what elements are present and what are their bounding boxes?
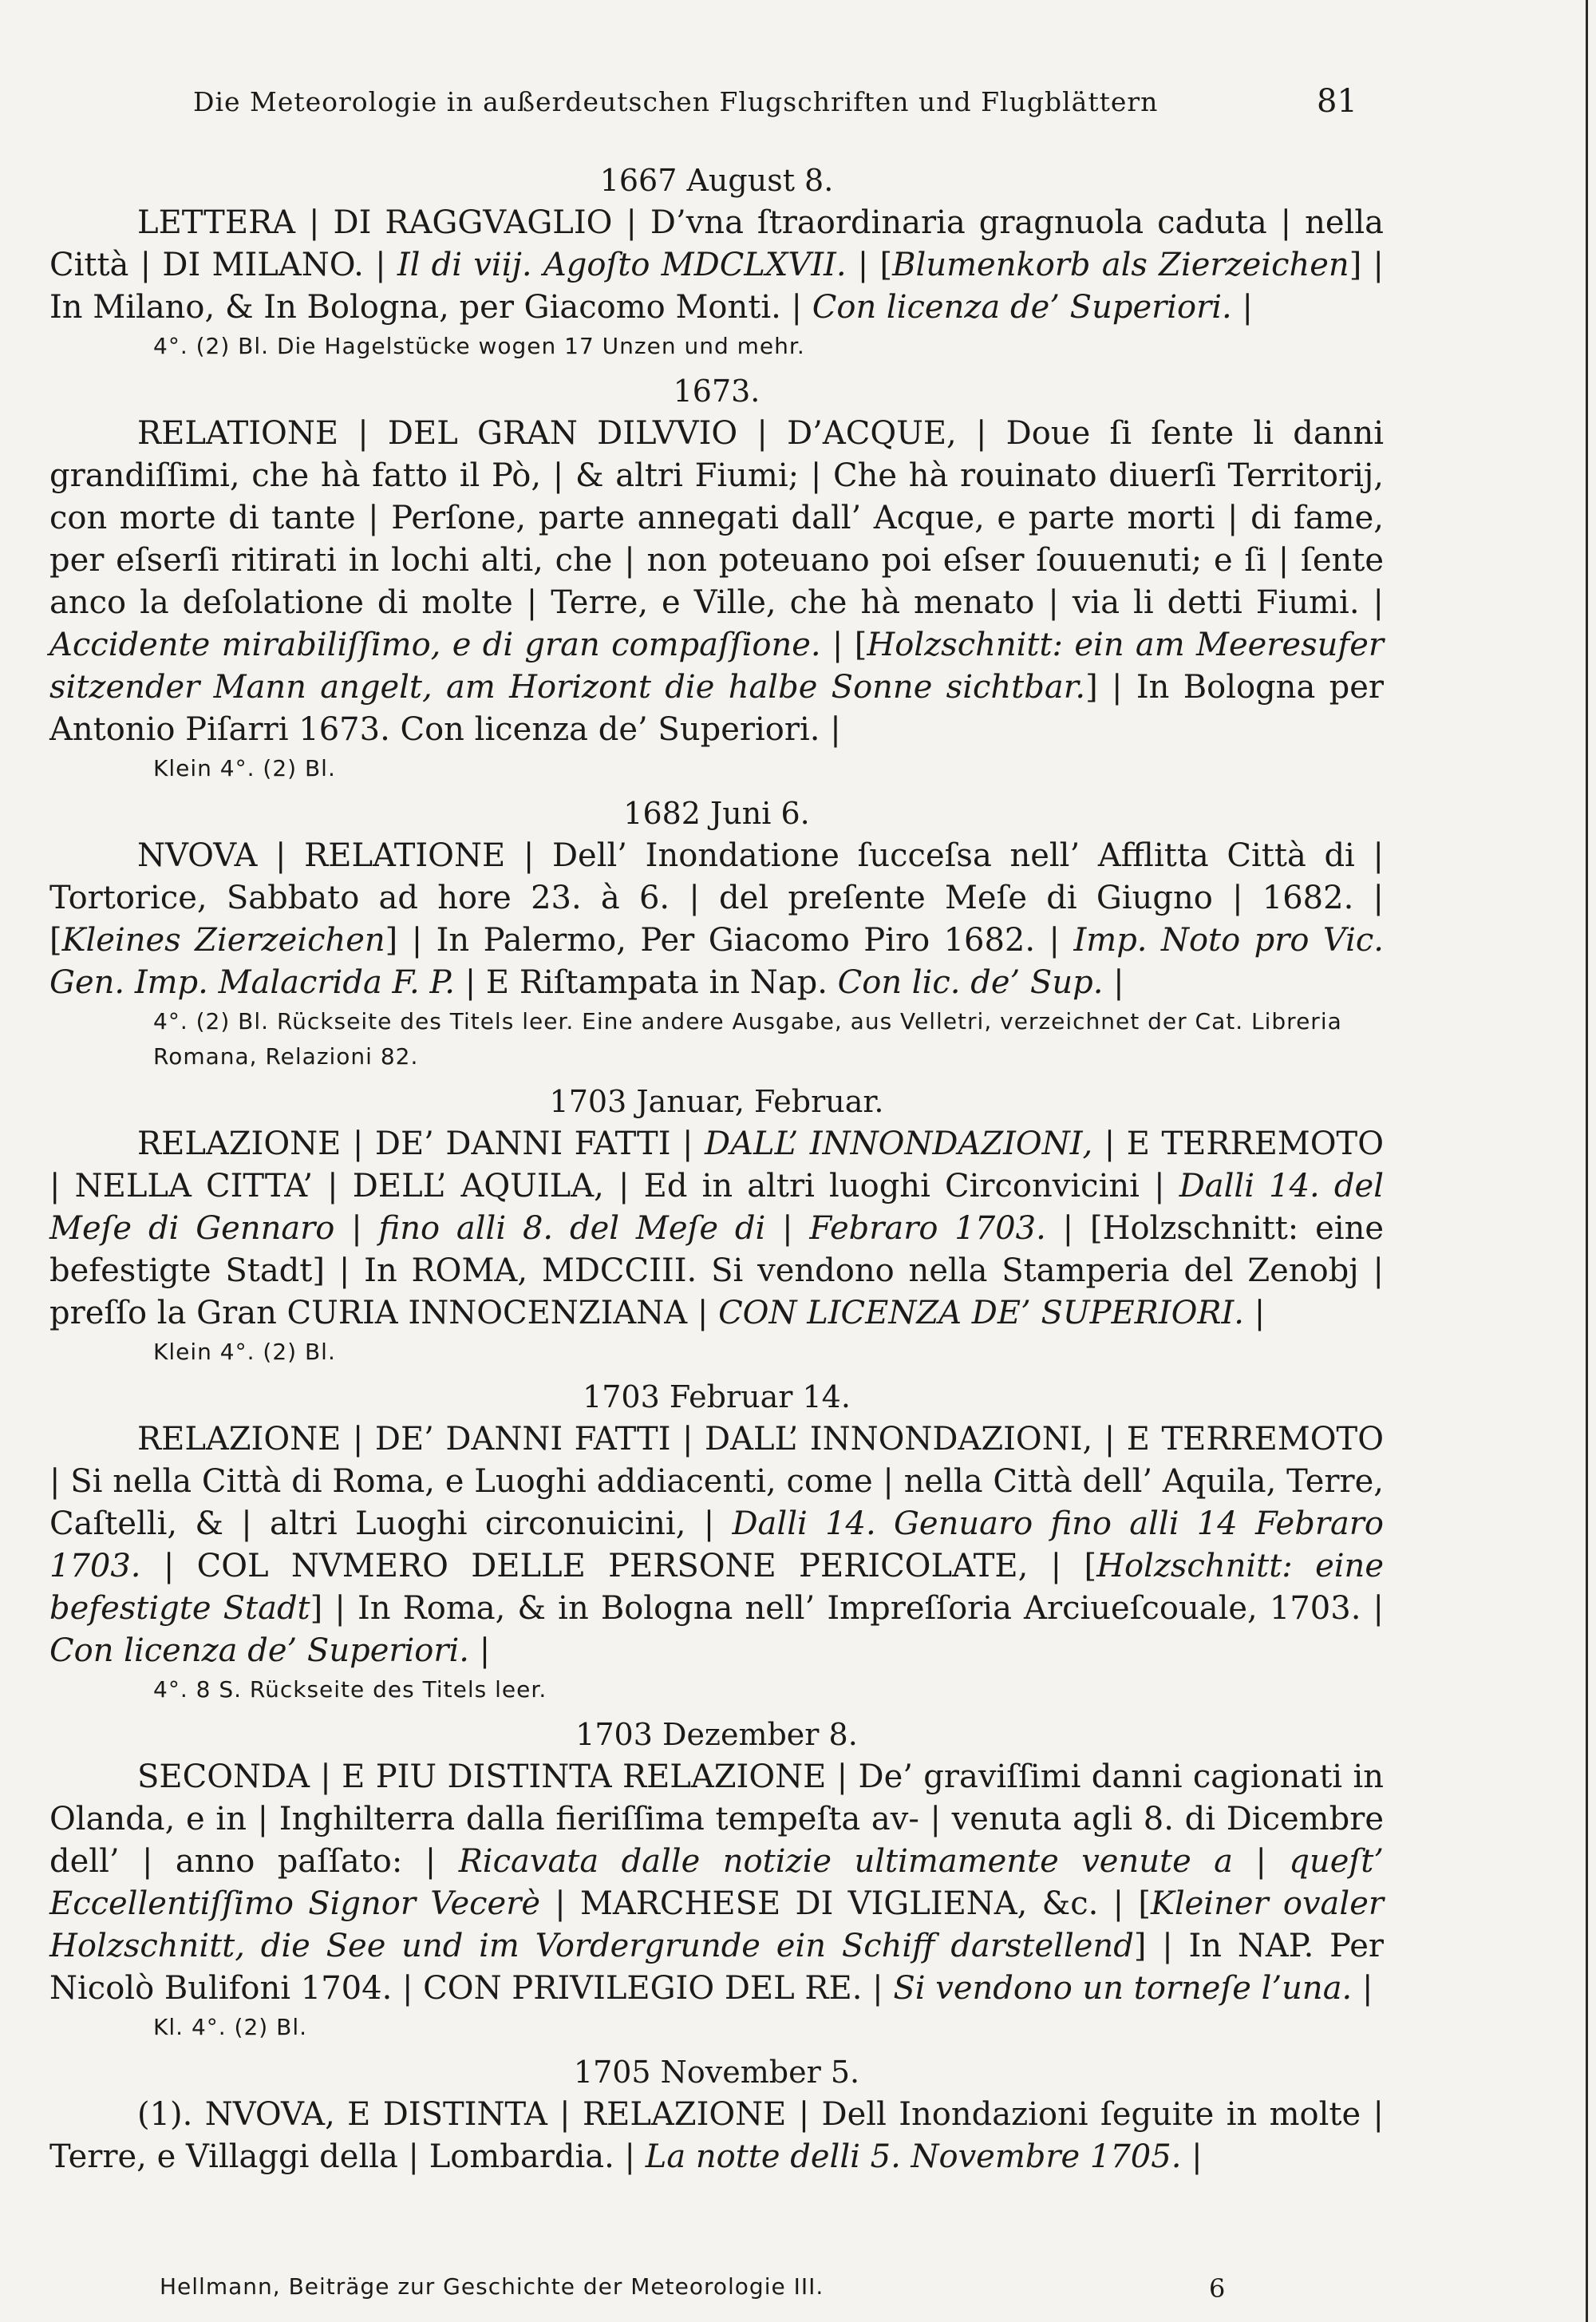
entry-date: 1673. (673, 374, 760, 409)
entry-text-part: | [ (820, 627, 867, 663)
page-footer (160, 2273, 1309, 2304)
entry-text-part: | (1181, 2138, 1203, 2175)
entry-text-part: ] | In Bologna per Antonio Piſarri 1673. Con licenza de’ Superiori. | (49, 669, 1384, 748)
entry-note: Kl. 4°. (2) Bl. (153, 2014, 308, 2040)
entry-italic-part: Dalli 14. Genuaro fino alli 14 Febraro 1703. (49, 1505, 1385, 1584)
entry (49, 370, 1384, 786)
entry-text-part: | E TERREMOTO | NELLA CITTA’ | DELL’ AQUILA, | Ed in altri luoghi Circonvicini | (49, 1125, 1385, 1205)
entry-note: Klein 4°. (2) Bl. (153, 755, 336, 781)
entry-italic-part: Imp. Noto pro Vic. Gen. Imp. Malacrida F. P. (49, 922, 1384, 1001)
entry-text (49, 1756, 1384, 2010)
entry-italic-part: Dalli 14. del Meſe di Gennaro | fino alli 8. del Meſe di | Febraro 1703. (49, 1168, 1384, 1247)
entry-italic-part: Kleines Zierzeichen (61, 922, 385, 959)
entry-text (49, 1123, 1384, 1335)
entry-text (49, 1418, 1384, 1672)
running-title: Die Meteorologie in außerdeutschen Flugschriften und Flugblättern (193, 86, 1159, 117)
entry-date: 1703 Dezember 8. (575, 1717, 858, 1752)
entry-text-part: ] | In Roma, & in Bologna nell’ Impreſſoria Arciueſcouale, 1703. | (310, 1590, 1384, 1627)
entry-note: 4°. (2) Bl. Die Hagelstücke wogen 17 Unzen und mehr. (153, 333, 805, 359)
entry-italic-part: Ricavata dalle notizie ultimamente venute a | queſt’ Eccellentiſſimo Signor Vecerè (49, 1843, 1384, 1922)
entry-text-part: | MARCHESE DI VIGLIENA, &c. | [ (540, 1885, 1151, 1922)
entry-italic-part: Si vendono un torneſe l’una. (893, 1970, 1353, 2007)
entry-date: 1667 August 8. (599, 163, 834, 198)
entry-text (49, 202, 1384, 329)
entry (49, 1714, 1384, 2045)
entry-italic-part: Kleiner ovaler Holzschnitt, die See und im Vordergrunde ein Schiff darstellend (49, 1885, 1384, 1964)
entry-italic-part: Con licenza de’ Superiori. (812, 289, 1232, 326)
entry-italic-part: Con licenza de’ Superiori. (49, 1632, 469, 1669)
entry-text-part: | E Riſtampata in Nap. (455, 964, 838, 1001)
entry (49, 160, 1384, 364)
page-number: 81 (1317, 83, 1357, 120)
entry (49, 1376, 1384, 1707)
entry-italic-part: Il di viij. Agoſto MDCLXVII. (397, 247, 847, 283)
entry-text (49, 413, 1384, 751)
entry-italic-part: Blumenkorb als Zierzeichen (892, 247, 1349, 283)
entry-note: Klein 4°. (2) Bl. (153, 1339, 336, 1365)
entry-text-part: ] | In Palermo, Per Giacomo Piro 1682. | (385, 922, 1074, 959)
entry-text-part: RELAZIONE | DE’ DANNI FATTI | DALL’ INNONDAZIONI, | E TERREMOTO | Si nella Città di Roma, e Luoghi addiacenti, come | nella Città dell’ Aquila, Terre, Caſtelli, & | altri Luoghi circonuicini, | (49, 1421, 1384, 1542)
entry-text (49, 835, 1384, 1004)
entry-text-part: | (1352, 1970, 1373, 2007)
entry-italic-part: Accidente mirabiliſſimo, e di gran compaſſione. (49, 627, 821, 663)
page-edge-line (1586, 0, 1588, 2322)
entry-text-part: RELATIONE | DEL GRAN DILVVIO | D’ACQUE, | Doue ſi ſente li danni grandiſſimi, che hà fatto il Pò, | & altri Fiumi; | Che hà rouinato diuerſi Territorij, con morte di tante | Perſone, parte annegati dall’ Acque, e parte morti | di fame, per eſserſi ritirati in lochi alti, che | non poteuano poi eſser ſouuenuti; e ſi | ſente anco la deſolatione di molte | Terre, e Ville, che hà menato | via li detti Fiumi. | (49, 415, 1384, 621)
entry-text-part: (1). NVOVA, E DISTINTA | RELAZIONE | Dell Inondazioni ſeguite in molte | Terre, e Villaggi della | Lombardia. | (49, 2096, 1384, 2175)
footer-citation: Hellmann, Beiträge zur Geschichte der Meteorologie III. (160, 2273, 824, 2300)
entry-italic-part: Holzschnitt: eine befestigte Stadt (49, 1548, 1384, 1627)
entry (49, 793, 1384, 1074)
entry-text (49, 2094, 1384, 2178)
entry-italic-part: DALL’ INNONDAZIONI, (705, 1125, 1093, 1162)
entry-text-part: | (1231, 289, 1253, 326)
entry-text-part: | (469, 1632, 491, 1669)
entry-italic-part: Holzschnitt: ein am Meeresufer sitzender Mann angelt, am Horizont die halbe Sonne sichtbar. (49, 627, 1384, 706)
entry-italic-part: CON LICENZA DE’ SUPERIORI. (718, 1295, 1245, 1331)
entry-italic-part: La notte delli 5. Novembre 1705. (645, 2138, 1182, 2175)
entry-text-part: NVOVA | RELATIONE | Dell’ Inondatione ſucceſsa nell’ Afflitta Città di | Tortorice, Sabbato ad hore 23. à 6. | del preſente Meſe di Giugno | 1682. | [ (49, 837, 1384, 959)
entry-text-part: SECONDA | E PIU DISTINTA RELAZIONE | De’ graviſſimi danni cagionati in Olanda, e in | Inghilterra dalla fieriſſima tempeſta av- | venuta agli 8. di Dicembre dell’ | anno paſſato: | (49, 1758, 1384, 1880)
entry-date: 1682 Juni 6. (623, 796, 810, 831)
entry-note: 4°. 8 S. Rückseite des Titels leer. (153, 1676, 547, 1703)
entry-text-part: ] | In NAP. Per Nicolò Bulifoni 1704. | CON PRIVILEGIO DEL RE. | (49, 1928, 1385, 2007)
entry-text-part: LETTERA | DI RAGGVAGLIO | D’vna ſtraordinaria gragnuola caduta | nella Città | DI MILANO. | (49, 204, 1384, 283)
entry-date: 1705 November 5. (573, 2055, 860, 2090)
entry-note: 4°. (2) Bl. Rückseite des Titels leer. Eine andere Ausgabe, aus Velletri, verzeichnet der Cat. Libreria Romana, Relazioni 82. (153, 1008, 1342, 1070)
sheet-number: 6 (1209, 2273, 1227, 2304)
entry-text-part: ] | In Milano, & In Bologna, per Giacomo Monti. | (49, 247, 1385, 326)
entry-text-part: | (1244, 1295, 1266, 1331)
entry-text-part: | (1103, 964, 1124, 1001)
entry-text-part: | COL NVMERO DELLE PERSONE PERICOLATE, | [ (140, 1548, 1097, 1584)
entry (49, 2051, 1384, 2178)
entry-date: 1703 Februar 14. (583, 1379, 851, 1414)
entry-text-part: | [ (846, 247, 893, 283)
entry-date: 1703 Januar, Februar. (549, 1084, 884, 1119)
entry (49, 1081, 1384, 1370)
entries-list (49, 160, 1384, 2178)
entry-italic-part: Con lic. de’ Sup. (837, 964, 1104, 1001)
entry-text-part: | [Holzschnitt: eine befestigte Stadt] | In ROMA, MDCCIII. Si vendono nella Stamperia del Zenobj | preſſo la Gran CURIA INNOCENZIANA | (49, 1210, 1385, 1331)
entry-text-part: RELAZIONE | DE’ DANNI FATTI | (137, 1125, 705, 1162)
